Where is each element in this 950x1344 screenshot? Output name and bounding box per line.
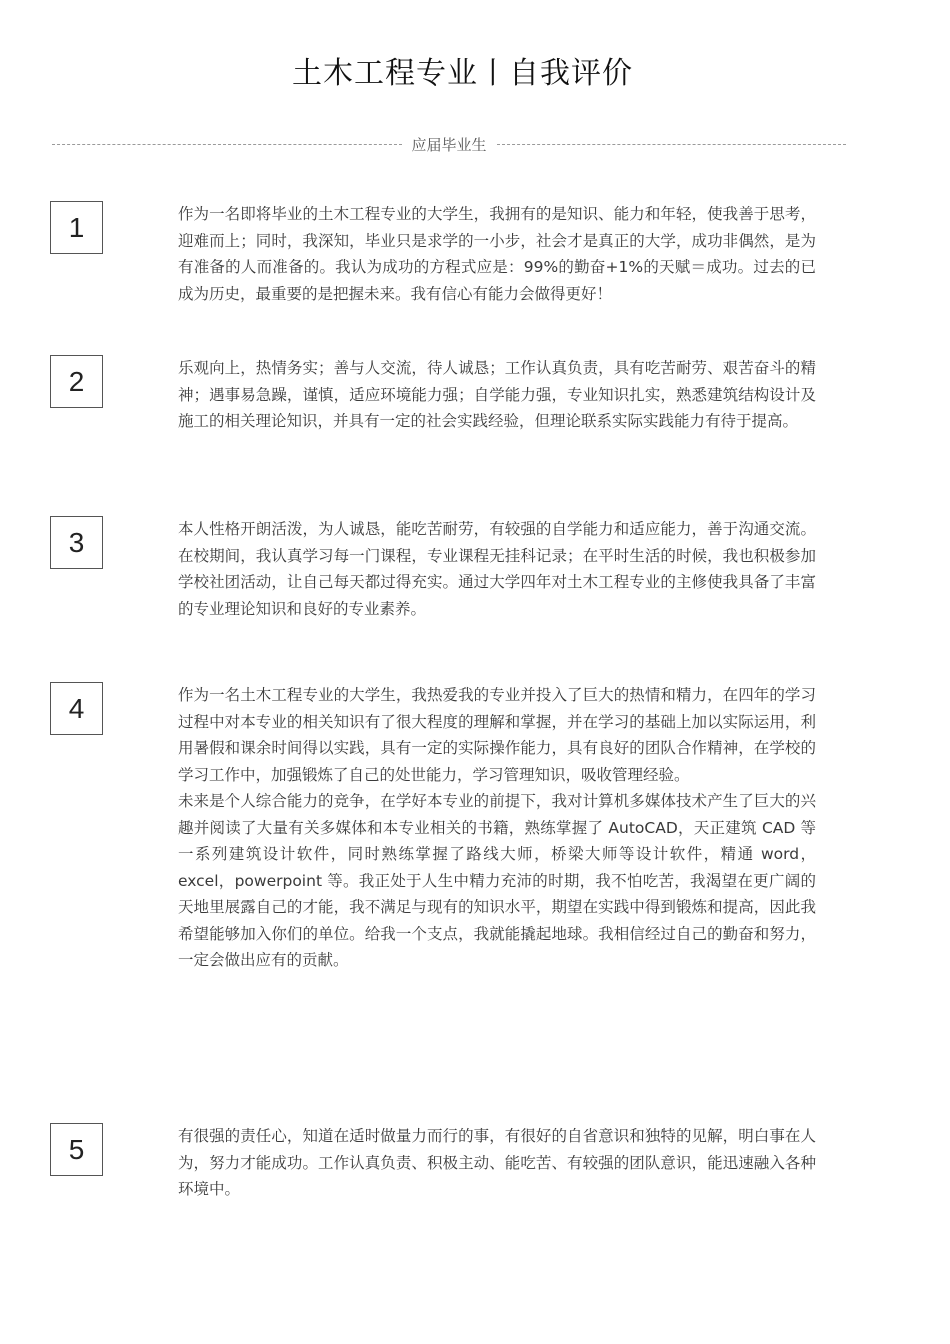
section-paragraph: 作为一名土木工程专业的大学生，我热爱我的专业并投入了巨大的热情和精力，在四年的学习过程中对本专业的相关知识有了很大程度的理解和掌握，并在学习的基础上加以实际运用，利用暑假和课余时间得以实践，具有一定的实际操作能力，具有良好的团队合作精神，在学校的学习工作中，加强锻炼了自己的处世能力，学习管理知识，吸收管理经验。 xyxy=(178,686,816,784)
section-text xyxy=(178,201,816,307)
subtitle-divider xyxy=(52,134,846,154)
section-number-box: 1 xyxy=(50,201,103,254)
section-text xyxy=(178,1123,816,1203)
section-paragraph: 乐观向上，热情务实；善与人交流，待人诚恳；工作认真负责，具有吃苦耐劳、艰苦奋斗的精神；遇事易急躁，谨慎，适应环境能力强；自学能力强，专业知识扎实，熟悉建筑结构设计及施工的相关理论知识，并具有一定的社会实践经验，但理论联系实际实践能力有待于提高。 xyxy=(178,359,816,430)
section-number-box: 5 xyxy=(50,1123,103,1176)
subtitle-label: 应届毕业生 xyxy=(411,135,487,154)
section-text xyxy=(178,682,816,974)
section-paragraph: 有很强的责任心，知道在适时做量力而行的事，有很好的自省意识和独特的见解，明白事在人为，努力才能成功。工作认真负责、积极主动、能吃苦、有较强的团队意识，能迅速融入各种环境中。 xyxy=(178,1127,816,1198)
section-number-box: 4 xyxy=(50,682,103,735)
section-text xyxy=(178,355,816,435)
section-text xyxy=(178,516,816,622)
page-title: 土木工程专业丨自我评价 xyxy=(292,56,633,91)
section-number-box: 3 xyxy=(50,516,103,569)
divider-line-left xyxy=(52,144,402,145)
divider-line-right xyxy=(497,144,847,145)
section-paragraph: 本人性格开朗活泼，为人诚恳，能吃苦耐劳，有较强的自学能力和适应能力，善于沟通交流。在校期间，我认真学习每一门课程，专业课程无挂科记录；在平时生活的时候，我也积极参加学校社团活动，让自己每天都过得充实。通过大学四年对土木工程专业的主修使我具备了丰富的专业理论知识和良好的专业素养。 xyxy=(178,520,816,618)
section-paragraph: 未来是个人综合能力的竞争，在学好本专业的前提下，我对计算机多媒体技术产生了巨大的兴趣并阅读了大量有关多媒体和本专业相关的书籍，熟练掌握了 AutoCAD，天正建筑 CAD 等一系列建筑设计软件，同时熟练掌握了路线大师，桥梁大师等设计软件，精通 word，excel，powerpoint 等。我正处于人生中精力充沛的时期，我不怕吃苦，我渴望在更广阔的天地里展露自己的才能，我不满足与现有的知识水平，期望在实践中得到锻炼和提高，因此我希望能够加入你们的单位。给我一个支点，我就能撬起地球。我相信经过自己的勤奋和努力，一定会做出应有的贡献。 xyxy=(178,792,816,969)
section-number-box: 2 xyxy=(50,355,103,408)
section-paragraph: 作为一名即将毕业的土木工程专业的大学生，我拥有的是知识、能力和年轻，使我善于思考，迎难而上；同时，我深知，毕业只是求学的一小步，社会才是真正的大学，成功非偶然，是为有准备的人而准备的。我认为成功的方程式应是：99%的勤奋+1%的天赋＝成功。过去的已成为历史，最重要的是把握未来。我有信心有能力会做得更好！ xyxy=(178,205,816,303)
